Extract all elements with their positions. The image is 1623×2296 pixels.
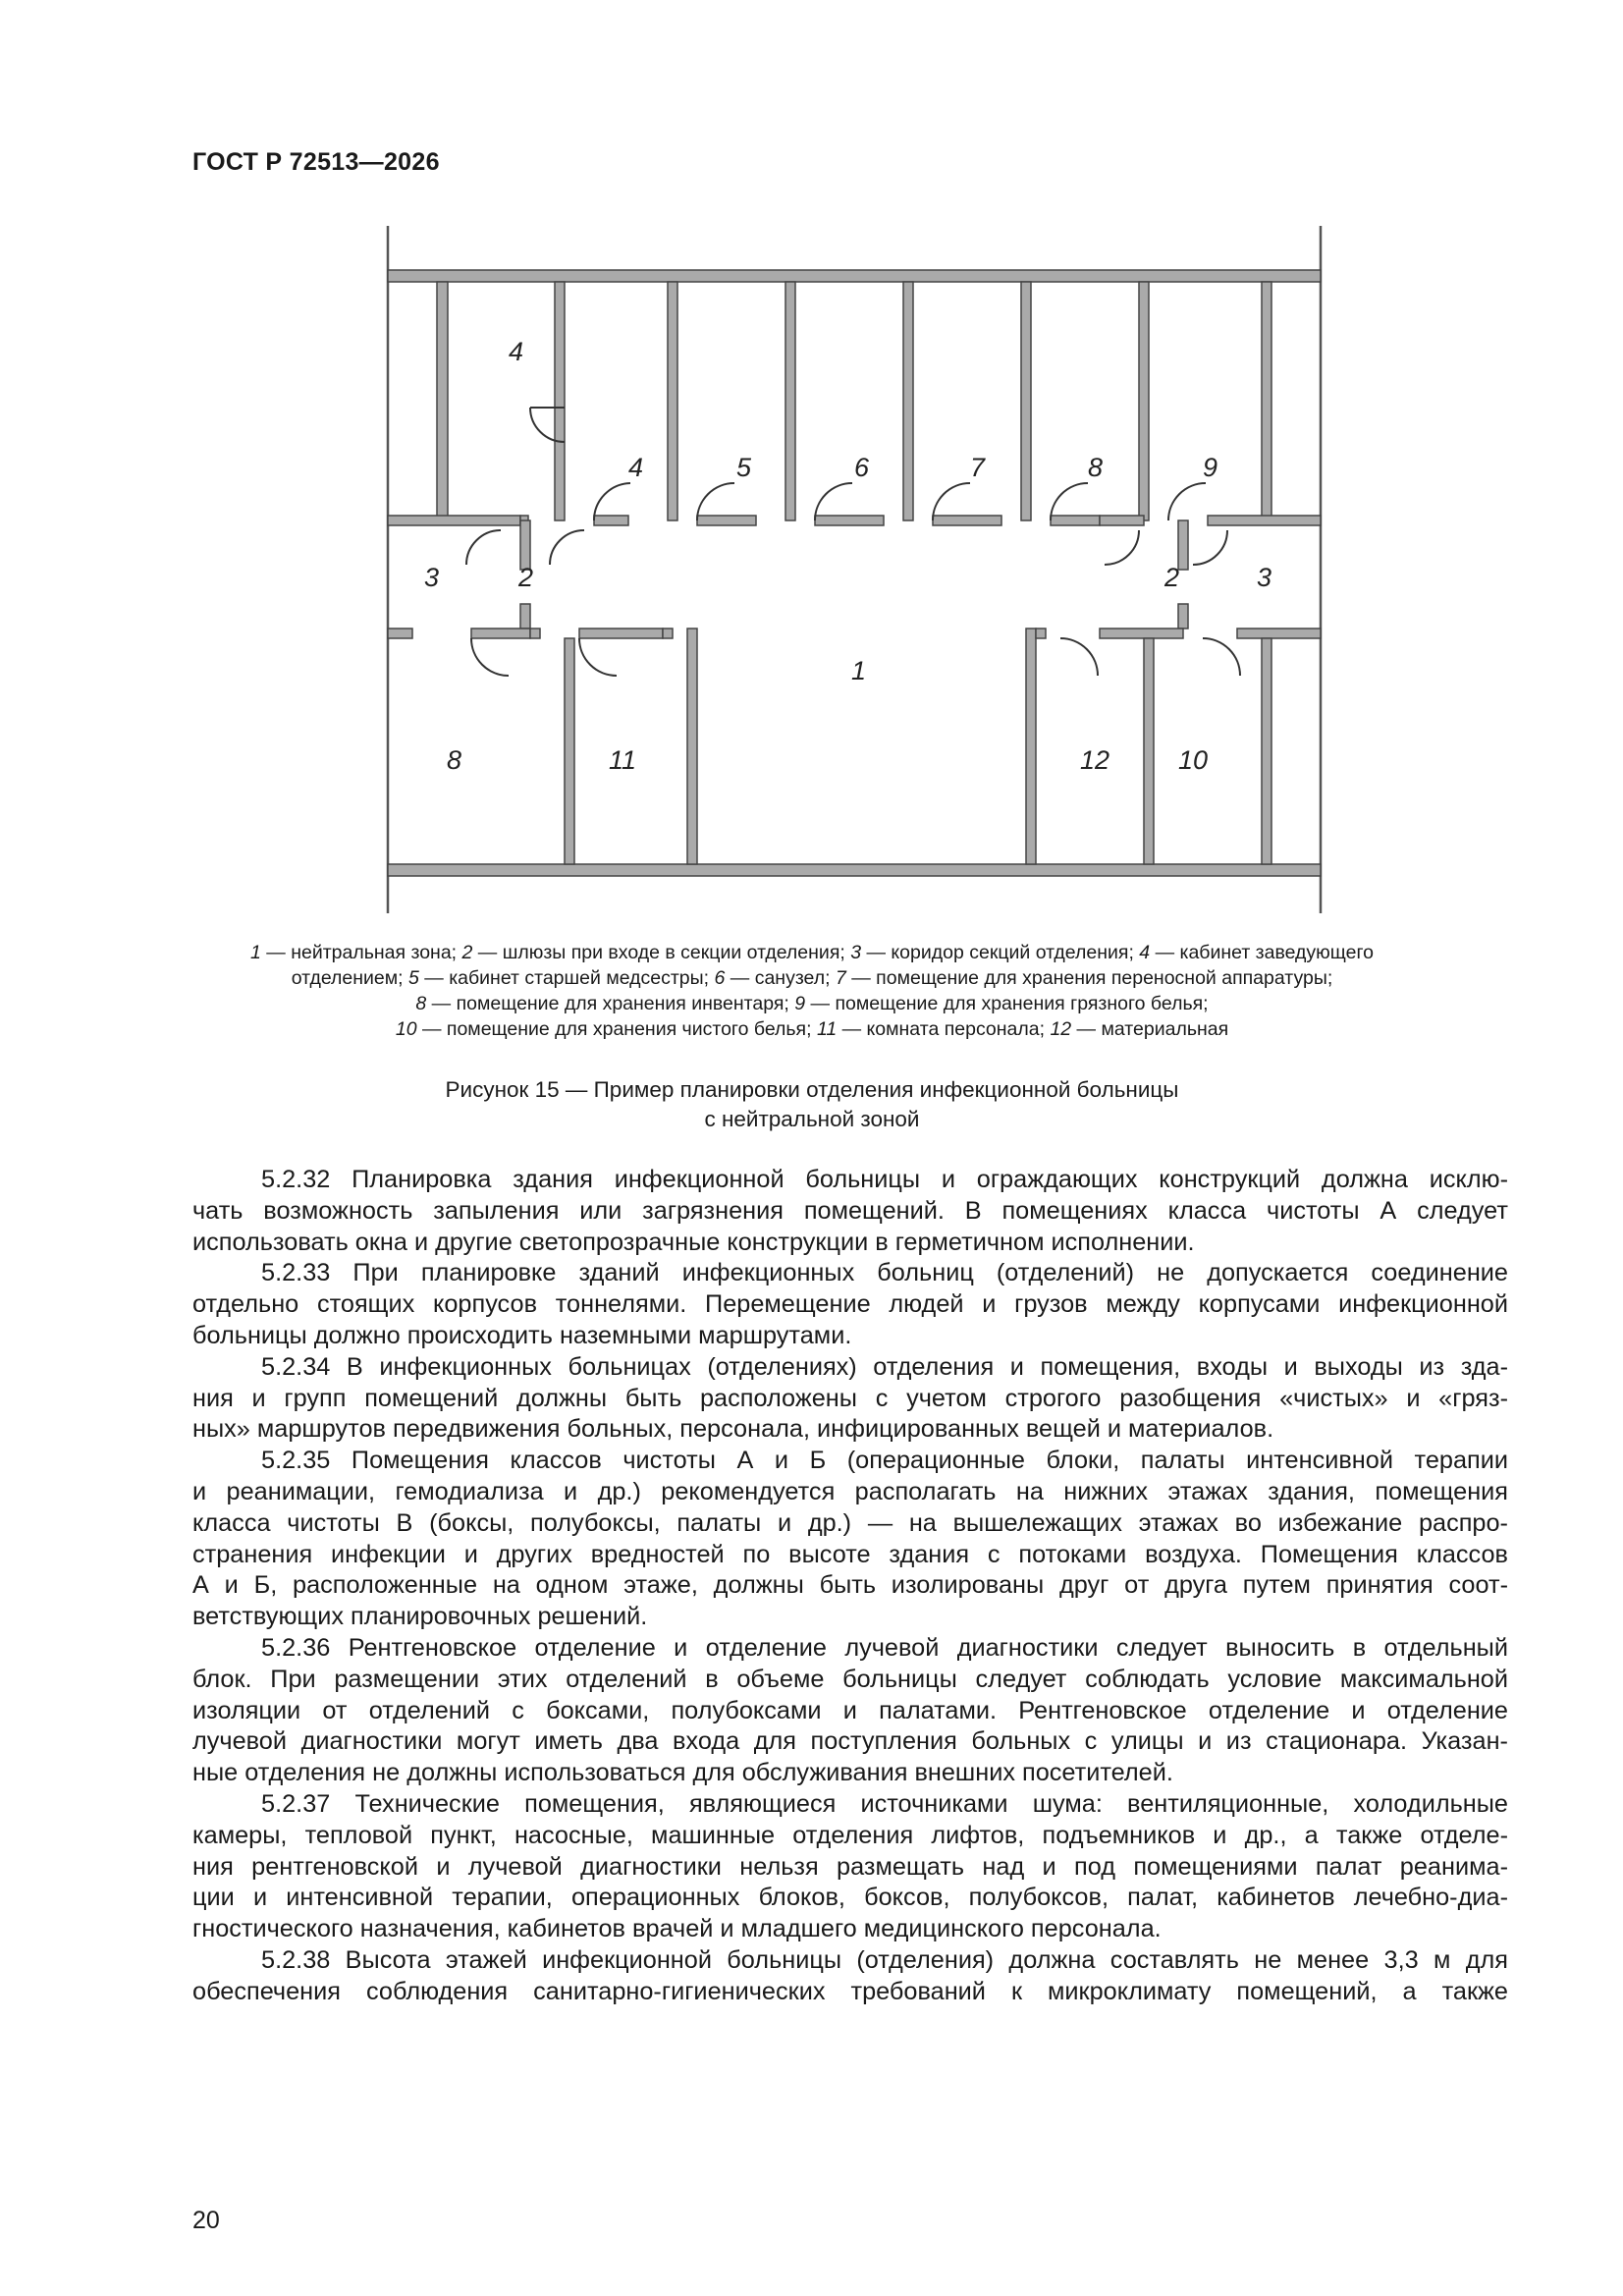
document-header: ГОСТ Р 72513—2026 — [192, 148, 440, 176]
text-line: гностического назначения, кабинетов врачей и младшего медицинского персонала. — [192, 1915, 1162, 1943]
room-label-4: 4 — [628, 453, 644, 482]
figure-caption — [192, 1075, 1432, 1134]
text-line: 5.2.32 Планировка здания инфекционной больницы и ограждающих конструкций должна исклю- — [261, 1166, 1508, 1193]
room-label-6: 6 — [854, 453, 870, 482]
text-line: изоляции от отделений с боксами, полубоксами и палатами. Рентгеновское отделение и отделение — [192, 1696, 1508, 1724]
paragraph-5-2-34 — [192, 1352, 1508, 1446]
room-label-2-right: 2 — [1164, 563, 1180, 592]
legend-num: 1 — [250, 942, 261, 963]
text-line: ции и интенсивной терапии, операционных блоков, боксов, полубоксов, палат, кабинетов лечебно-диа- — [192, 1884, 1508, 1912]
room-label-3-left: 3 — [424, 563, 440, 592]
legend-num: 11 — [816, 1018, 838, 1040]
legend-text: — помещение для хранения инвентаря; — [426, 993, 795, 1014]
body-text — [192, 1165, 1508, 2008]
legend-text: — шлюзы при входе в секции отделения; — [472, 942, 851, 963]
text-line: отдельно стоящих корпусов тоннелями. Перемещение людей и грузов между корпусами инфекционной — [192, 1290, 1508, 1319]
figure-legend — [192, 940, 1432, 1042]
legend-line-3 — [192, 991, 1432, 1016]
room-label-4a: 4 — [509, 337, 524, 366]
legend-num: 3 — [850, 942, 862, 963]
page-number: 20 — [192, 2207, 220, 2234]
room-label-5: 5 — [736, 453, 752, 482]
paragraph-5-2-37 — [192, 1789, 1508, 1945]
legend-num: 7 — [835, 967, 846, 989]
legend-num: 12 — [1050, 1018, 1072, 1040]
text-line: класса чистоты В (боксы, полубоксы, палаты и др.) — на вышележащих этажах во избежание распро- — [192, 1508, 1508, 1537]
text-line: использовать окна и другие светопрозрачные конструкции в герметичном исполнении. — [192, 1228, 1195, 1256]
legend-num: 6 — [714, 967, 726, 989]
room-label-12: 12 — [1080, 745, 1110, 775]
text-line: ния рентгеновской и лучевой диагностики нельзя размещать над и под помещениями палат реанима- — [192, 1852, 1508, 1881]
legend-num: 9 — [794, 993, 806, 1014]
legend-num: 2 — [461, 942, 473, 963]
text-line: камеры, тепловой пункт, насосные, машинные отделения лифтов, подъемников и др., а также отделе- — [192, 1821, 1508, 1849]
legend-text: отделением; — [291, 967, 408, 989]
legend-line-1 — [192, 940, 1432, 965]
text-line: обеспечения соблюдения санитарно-гигиенических требований к микроклимату помещений, а также — [192, 1977, 1508, 2005]
room-label-3-right: 3 — [1257, 563, 1272, 592]
text-line: ветствующих планировочных решений. — [192, 1603, 648, 1631]
paragraph-5-2-35 — [192, 1446, 1508, 1633]
text-line: ния и групп помещений должны быть расположены с учетом строгого разобщения «чистых» и «гряз- — [192, 1384, 1508, 1412]
legend-num: 10 — [395, 1018, 417, 1040]
paragraph-5-2-38 — [192, 1945, 1508, 2008]
room-label-7: 7 — [970, 453, 986, 482]
text-line: 5.2.34 В инфекционных больницах (отделениях) отделения и помещения, входы и выходы из зда- — [261, 1352, 1508, 1381]
legend-text: — помещение для хранения грязного белья; — [805, 993, 1209, 1014]
text-line: блок. При размещении этих отделений в объеме больницы следует соблюдать условие максимальной — [192, 1665, 1508, 1693]
legend-num: 8 — [415, 993, 427, 1014]
text-line: 5.2.33 При планировке зданий инфекционных больниц (отделений) не допускается соединение — [261, 1259, 1508, 1287]
room-label-2-left: 2 — [518, 563, 534, 592]
legend-text: — кабинет старшей медсестры; — [418, 967, 715, 989]
paragraph-5-2-32 — [192, 1165, 1508, 1258]
text-line: 5.2.35 Помещения классов чистоты А и Б (операционные блоки, палаты интенсивной терапии — [261, 1447, 1508, 1475]
paragraph-5-2-33 — [192, 1258, 1508, 1351]
room-label-9: 9 — [1203, 453, 1218, 482]
legend-line-2 — [192, 965, 1432, 991]
legend-text: — помещение для хранения чистого белья; — [416, 1018, 817, 1040]
text-line: А и Б, расположенные на одном этаже, должны быть изолированы друг от друга путем принятия соот- — [192, 1571, 1508, 1600]
text-line: 5.2.37 Технические помещения, являющиеся источниками шума: вентиляционные, холодильные — [261, 1789, 1508, 1818]
legend-num: 4 — [1139, 942, 1151, 963]
text-line: и реанимации, гемодиализа и др.) рекомендуется располагать на нижних этажах здания, помещения — [192, 1477, 1508, 1505]
text-line: странения инфекции и других вредностей по высоте здания с потоками воздуха. Помещения классов — [192, 1540, 1508, 1568]
room-label-8: 8 — [447, 745, 462, 775]
room-label-10: 10 — [1178, 745, 1209, 775]
text-line: ные отделения не должны использоваться для обслуживания внешних посетителей. — [192, 1759, 1173, 1787]
room-label-8a: 8 — [1088, 453, 1104, 482]
text-line: 5.2.38 Высота этажей инфекционной больницы (отделения) должна составлять не менее 3,3 м для — [261, 1945, 1508, 1974]
legend-text: — комната персонала; — [837, 1018, 1051, 1040]
paragraph-5-2-36 — [192, 1633, 1508, 1789]
floor-plan — [373, 226, 1335, 913]
legend-num: 5 — [408, 967, 419, 989]
text-line: 5.2.36 Рентгеновское отделение и отделение лучевой диагностики следует выносить в отдельный — [261, 1633, 1508, 1662]
legend-text: — кабинет заведующего — [1150, 942, 1374, 963]
legend-line-4 — [192, 1016, 1432, 1042]
text-line: ных» маршрутов передвижения больных, персонала, инфицированных вещей и материалов. — [192, 1415, 1274, 1444]
text-line: больницы должно происходить наземными маршрутами. — [192, 1321, 852, 1349]
legend-text: — санузел; — [725, 967, 836, 989]
legend-text: — помещение для хранения переносной аппаратуры; — [845, 967, 1333, 989]
legend-text: — нейтральная зона; — [260, 942, 462, 963]
text-line: лучевой диагностики могут иметь два входа для поступления больных с улицы и из стационара. Указан- — [192, 1727, 1508, 1756]
room-label-11: 11 — [609, 745, 637, 775]
legend-text: — материальная — [1071, 1018, 1229, 1040]
caption-line-1: Рисунок 15 — Пример планировки отделения инфекционной больницы — [445, 1077, 1179, 1102]
caption-line-2: с нейтральной зоной — [704, 1107, 920, 1131]
text-line: чать возможность запыления или загрязнения помещений. В помещениях класса чистоты А следует — [192, 1196, 1508, 1225]
room-label-1: 1 — [851, 656, 867, 685]
legend-text: — коридор секций отделения; — [861, 942, 1140, 963]
